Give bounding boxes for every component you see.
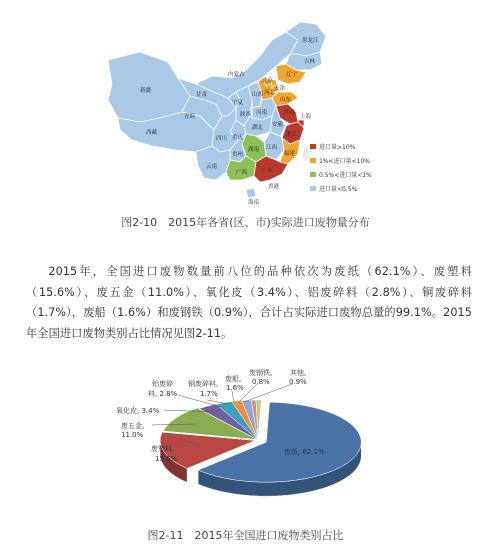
figure-caption-pie: 图2-11 2015年全国进口废物类别占比 [147, 529, 344, 542]
label-copper-line2: 1.7% [200, 390, 218, 398]
waste-category-pie-chart [0, 362, 491, 522]
label-waste-metal-line1: 废五金, [121, 422, 145, 430]
label-shanxi: 山西 [252, 92, 264, 98]
label-henan: 河南 [256, 110, 268, 116]
legend-label-4: 进口量<0.5% [319, 186, 358, 193]
legend-swatch-2 [310, 158, 316, 163]
leader-copper [207, 400, 229, 404]
label-oxide-scale: 氧化皮, 3.4% [116, 407, 160, 415]
label-sichuan: 四川 [216, 136, 228, 142]
paragraph-text: 2015年，全国进口废物数量前八位的品种依次为废纸（62.1%）、废塑料（15.6%）、废五金（11.0%）、氧化皮（3.4%）、铝废碎料（2.8%）、铜废碎料（1.7%），废船（1.6%）和废钢铁（0.9%），合计占实际进口废物总量的99.1%。2015年全国进口废物类别占比情况见图2-11。 [26, 265, 472, 340]
province-yunnan [196, 146, 230, 180]
label-other-line1: 其他, [290, 369, 307, 377]
label-hebei: 河北 [264, 90, 276, 96]
label-waste-plastic-line2: 15.6% [155, 455, 178, 463]
legend-swatch-1 [310, 144, 316, 149]
label-liaoning: 辽宁 [286, 72, 298, 78]
label-jilin: 吉林 [304, 59, 316, 65]
label-hainan: 海南 [248, 200, 260, 206]
legend-label-3: 0.5%<进口量<1% [319, 172, 372, 179]
label-waste-paper: 废纸, 62.1% [284, 448, 325, 456]
label-xizang: 西藏 [146, 130, 158, 136]
label-fujian: 福建 [284, 151, 296, 157]
figure-caption-map: 图2-10 2015年各省(区、市)实际进口废物量分布 [121, 216, 370, 229]
legend-label-2: 1%<进口量<10% [319, 158, 370, 165]
label-jiangsu: 江苏 [284, 110, 296, 116]
label-hubei: 湖北 [252, 125, 264, 131]
label-beijing: 北京 [262, 78, 274, 84]
label-aluminum-line2: 料, 2.8% [148, 390, 178, 398]
label-hunan: 湖南 [248, 147, 260, 153]
label-anhui: 安徽 [272, 122, 284, 128]
label-shaanxi: 陕西 [240, 112, 252, 118]
label-tianjin: 天津 [274, 86, 286, 92]
label-ship-line2: 1.6% [226, 384, 244, 392]
legend-swatch-4 [310, 186, 316, 191]
label-chongqing: 重庆 [232, 135, 244, 141]
label-neimenggu: 内蒙古 [228, 72, 245, 78]
label-shandong: 山东 [280, 97, 292, 103]
label-aluminum-line1: 铝废碎 [152, 380, 173, 388]
province-taiwan [302, 146, 310, 162]
legend-swatch-3 [310, 172, 316, 177]
label-waste-metal-line2: 11.0% [121, 431, 144, 439]
label-xianggang: 香港 [268, 184, 280, 190]
label-yunnan: 云南 [206, 164, 218, 170]
label-ship-line1: 废船, [225, 375, 242, 383]
pie-slices [160, 400, 361, 482]
label-waste-plastic-line1: 废塑料, [151, 445, 175, 453]
label-steel-line1: 废钢铁, [249, 369, 273, 377]
label-qinghai: 青海 [184, 114, 196, 120]
label-gansu: 甘肃 [196, 92, 208, 98]
label-ningxia: 宁夏 [232, 100, 244, 106]
label-copper-line1: 铜废碎料, [188, 380, 219, 388]
label-other-line2: 0.9% [289, 378, 307, 386]
province-hainan [246, 188, 256, 198]
province-xinjiang [108, 52, 190, 122]
import-distribution-map [0, 0, 491, 210]
label-steel-line2: 0.8% [252, 378, 270, 386]
label-guangdong: 广东 [262, 168, 274, 174]
label-guizhou: 贵州 [232, 152, 244, 158]
leader-other [244, 384, 292, 402]
map-legend [310, 143, 372, 193]
label-jiangxi: 江西 [266, 145, 278, 151]
label-shanghai: 上海 [300, 114, 312, 120]
body-paragraph [26, 262, 472, 344]
legend-label-1: 进口量>10% [319, 144, 356, 151]
label-zhejiang: 浙江 [286, 132, 298, 138]
label-guangxi: 广西 [236, 170, 248, 176]
label-xinjiang: 新疆 [140, 88, 152, 94]
label-heilongjiang: 黑龙江 [302, 38, 319, 44]
